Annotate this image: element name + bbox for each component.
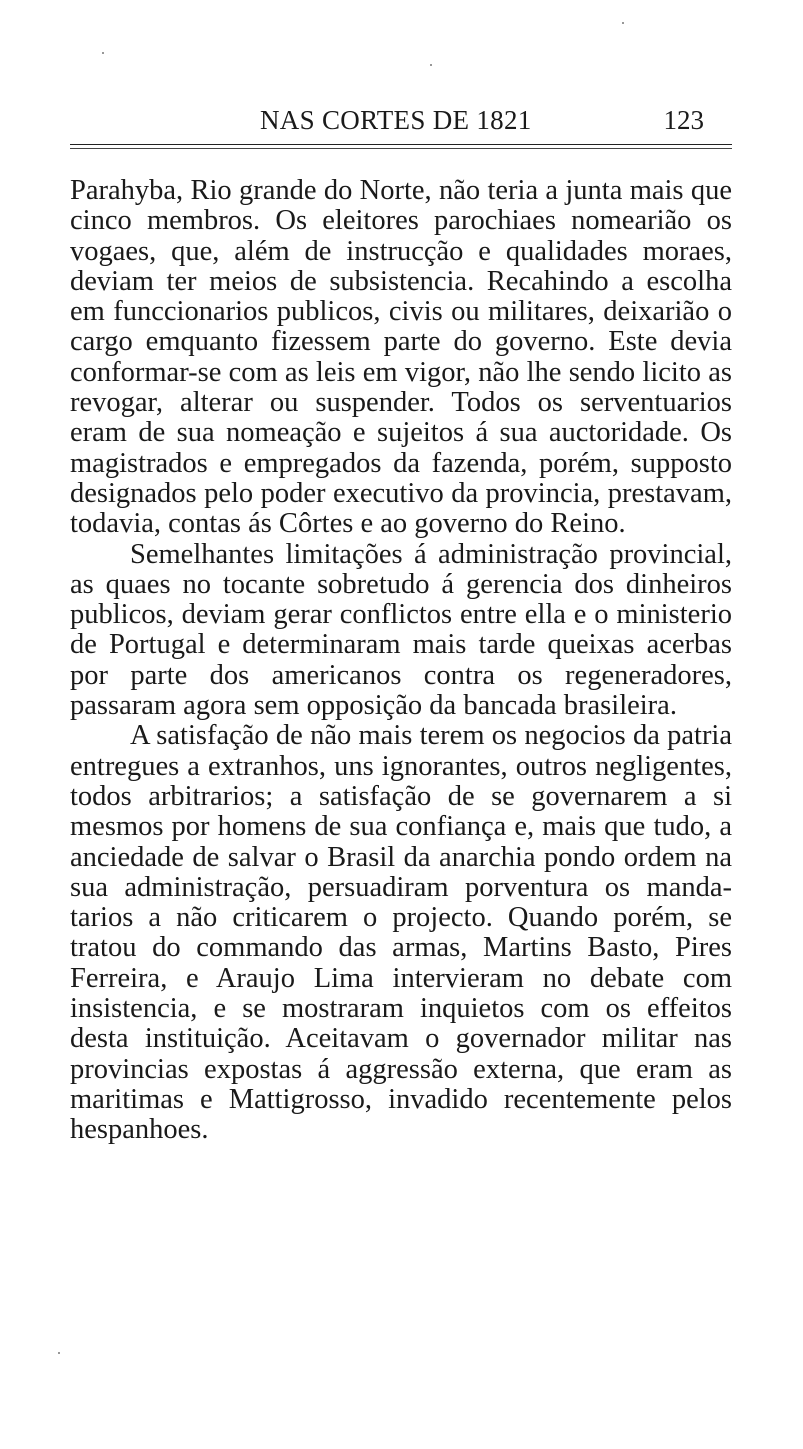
running-title: NAS CORTES DE 1821: [260, 105, 532, 135]
paragraph-3: A satisfação de não mais terem os negocios da patria entregues a extranhos, uns ignorantes, outros negligentes, todos arbitrarios; a satisfação de se governarem a si mesmos por homens de sua confiança e, mais que tudo, a anciedade de salvar o Brasil da anarchia pondo ordem na sua administração, persuadiram porventura os mandatarios a não criticarem o projecto. Quando porém, se tratou do commando das armas, Martins Basto, Pires Ferreira, e Araujo Lima intervieram no debate com insistencia, e se mostraram inquietos com os effeitos desta instituição. Aceitavam o governador militar nas provincias expostas á aggressão externa, que eram as maritimas e Mattigrosso, invadido recentemente pelos hespanhoes.: [70, 720, 732, 1146]
paper-speck: [622, 22, 624, 24]
body-text: [70, 176, 732, 1146]
paragraph-2: Semelhantes limitações á administração provincial, as quaes no tocante sobretudo á gerencia dos dinheiros publicos, deviam gerar conflictos entre ella e o ministerio de Portugal e determinaram mais tarde queixas acerbas por parte dos americanos contra os regeneradores, passaram agora sem opposição da bancada brasileira.: [70, 538, 732, 722]
paragraph-1: Parahyba, Rio grande do Norte, não teria a junta mais que cinco membros. Os eleitores parochiaes nomearião os vogaes, que, além de instrucção e qualidades moraes, deviam ter meios de subsistencia. Recahindo a escolha em funccionarios publicos, civis ou militares, deixarião o cargo emquanto fizessem parte do governo. Este devia conformar-se com as leis em vigor, não lhe sendo licito as revogar, alterar ou suspender. Todos os serventuarios eram de sua nomeação e sujeitos á sua auctoridade. Os magistrados e empregados da fazenda, porém, supposto designados pelo poder executivo da provincia, prestavam, todavia, contas ás Côrtes e ao governo do Reino.: [70, 175, 732, 540]
paper-speck: [58, 1352, 60, 1354]
header-rule-double: [70, 148, 732, 149]
header-rule: [70, 144, 732, 145]
paper-speck: [430, 64, 432, 66]
page-number: 123: [663, 105, 704, 135]
paper-speck: [102, 52, 104, 54]
page-header: [70, 100, 732, 146]
